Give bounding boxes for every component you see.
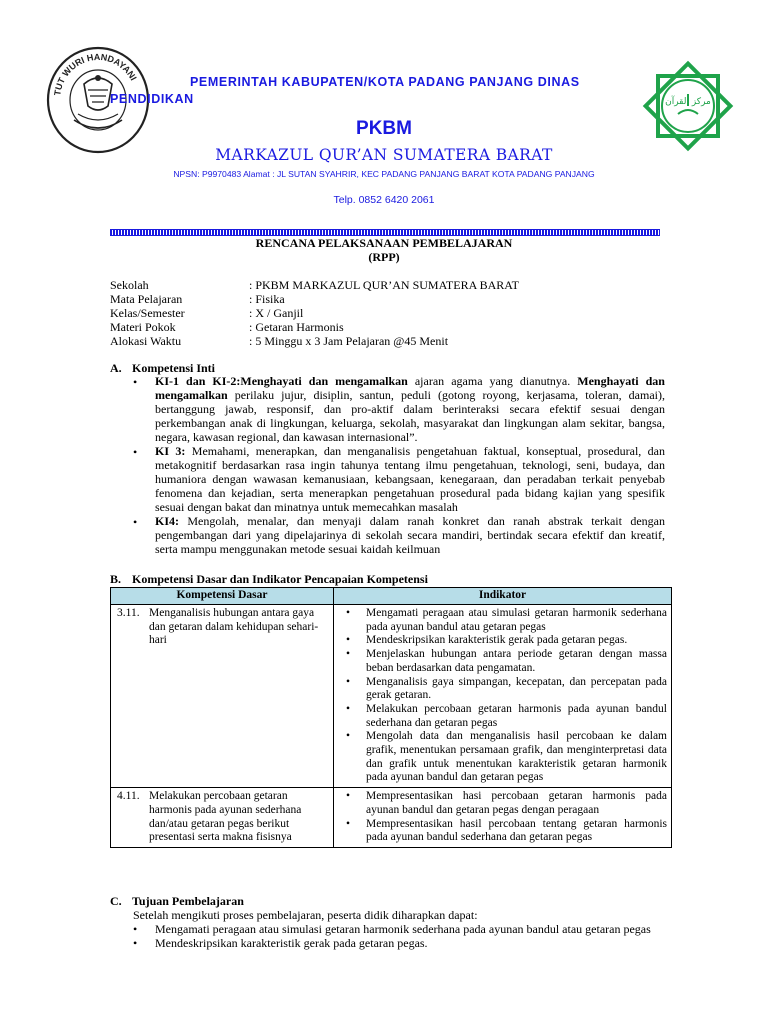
bullet-icon: • bbox=[133, 515, 138, 529]
bullet-icon: • bbox=[133, 936, 138, 950]
table-row bbox=[111, 788, 672, 848]
kd-number: 3.11. bbox=[117, 607, 140, 619]
indicator-cell bbox=[334, 788, 672, 848]
table-header-row bbox=[111, 588, 672, 605]
indicator-cell bbox=[334, 605, 672, 788]
section-c-heading bbox=[110, 894, 244, 909]
address-line: NPSN: P9970483 Alamat : JL SUTAN SYAHRIR, KEC PADANG PANJANG BARAT KOTA PADANG PANJANG bbox=[173, 169, 595, 179]
phone-line: Telp. 0852 6420 2061 bbox=[333, 194, 435, 206]
section-title: Kompetensi Inti bbox=[132, 361, 216, 375]
column-header-indicator: Indikator bbox=[334, 588, 672, 605]
objective-item: Mendeskripsikan karakteristik gerak pada getaran pegas. bbox=[155, 936, 428, 950]
ki-label: KI 3: bbox=[155, 444, 186, 458]
institution-name: MARKAZUL QUR’AN SUMATERA BARAT bbox=[215, 146, 553, 164]
objectives-intro: Setelah mengikuti proses pembelajaran, peserta didik diharapkan dapat: bbox=[133, 908, 478, 922]
indicator-item: • Mempresentasikan hasil percobaan tentang getaran harmonis pada ayunan bandul sederhana dan getaran pegas bbox=[340, 818, 667, 845]
ki-label: KI-1 dan KI-2:Menghayati dan mengamalkan bbox=[155, 374, 408, 388]
section-b-heading bbox=[110, 572, 428, 587]
bullet-icon: • bbox=[133, 445, 138, 459]
ki-text: Memahami, menerapkan, dan menganalisis pengetahuan faktual, konseptual, prosedural, dan metakognitif berdasarkan rasa ingin tahunya tentang ilmu pengetahuan, teknologi, seni, budaya, dan humaniora dengan wawasan kemanusiaan, kebangsaan, kenegaraan, dan peradaban terkait penyebab fenomena dan kejadian, serta menerapkan pengetahuan prosedural pada bidang kajian yang spesifik sesuai dengan bakat dan minatnya untuk memecahkan masalah bbox=[155, 444, 666, 514]
identity-label: Materi Pokok bbox=[110, 320, 176, 334]
indicator-item: • Melakukan percobaan getaran harmonis pada ayunan bandul sederhana dan getaran pegas bbox=[340, 703, 667, 730]
column-header-kd: Kompetensi Dasar bbox=[111, 588, 334, 605]
identity-value: : PKBM MARKAZUL QUR’AN SUMATERA BARAT bbox=[249, 278, 519, 292]
pkbm-title: PKBM bbox=[356, 118, 412, 139]
identity-value: : Getaran Harmonis bbox=[249, 320, 344, 334]
indicator-item: • Menganalisis gaya simpangan, kecepatan, dan percepatan pada gerak getaran. bbox=[340, 676, 667, 703]
ki-label: KI4: bbox=[155, 514, 179, 528]
document-title: RENCANA PELAKSANAAN PEMBELAJARAN bbox=[255, 236, 513, 250]
identity-label: Sekolah bbox=[110, 278, 149, 292]
document-subtitle: (RPP) bbox=[368, 250, 400, 264]
kd-cell bbox=[111, 788, 334, 848]
bullet-icon: • bbox=[133, 922, 138, 936]
identity-value: : 5 Minggu x 3 Jam Pelajaran @45 Menit bbox=[249, 334, 449, 348]
section-title: Tujuan Pembelajaran bbox=[132, 894, 244, 908]
identity-label: Mata Pelajaran bbox=[110, 292, 183, 306]
government-header: PEMERINTAH KABUPATEN/KOTA PADANG PANJANG DINAS PENDIDIKAN bbox=[110, 75, 580, 106]
logo-arabic-text: مركز القرآن bbox=[665, 97, 711, 107]
letterhead-divider bbox=[110, 229, 660, 236]
section-letter: A. bbox=[110, 361, 122, 375]
section-title: Kompetensi Dasar dan Indikator Pencapaian Kompetensi bbox=[132, 572, 428, 586]
identity-label: Alokasi Waktu bbox=[110, 334, 182, 348]
ki-text: ajaran agama yang dianutnya. bbox=[407, 374, 578, 388]
table-row bbox=[111, 605, 672, 788]
kd-text: Menganalisis hubungan antara gaya dan getaran dalam kehidupan sehari-hari bbox=[149, 607, 319, 647]
kd-number: 4.11. bbox=[117, 790, 140, 803]
section-letter: C. bbox=[110, 894, 122, 908]
identity-label: Kelas/Semester bbox=[110, 306, 185, 320]
identity-value: : X / Ganjil bbox=[249, 306, 304, 320]
kd-text: Melakukan percobaan getaran harmonis pada ayunan sederhana dan/atau getaran pegas berikut presentasi serta makna fisisnya bbox=[149, 790, 302, 844]
indicator-item: • Menjelaskan hubungan antara periode getaran dengan massa beban berdasarkan data pengamatan. bbox=[340, 648, 667, 675]
indicator-item: • Mempresentasikan hasi percobaan getaran harmonis pada ayunan bandul dan getaran pegas dengan peragaan bbox=[340, 790, 667, 817]
indicator-item: • Mengolah data dan menganalisis hasil percobaan ke dalam grafik, menentukan persamaan grafik, dan menginterpretasi data dan grafik untuk menentukan karakteristik getaran harmonik pada ayunan bandul dan getaran pegas bbox=[340, 730, 667, 785]
bullet-icon: • bbox=[133, 375, 138, 389]
ki-text: perilaku jujur, disiplin, santun, peduli (gotong royong, kerjasama, toleran, damai), bertanggung jawab, responsif, dan pro-aktif dalam berinteraksi secara efektif sesuai dengan perkembangan anak di lingkungan, keluarga, sekolah, masyarakat dan lingkungan alam sekitar, bangsa, negara, kawasan regional, dan kawasan internasional”. bbox=[155, 387, 665, 444]
objective-item: Mengamati peragaan atau simulasi getaran harmonik sederhana pada ayunan bandul atau getaran pegas bbox=[155, 922, 651, 936]
ki-emphasis: Menghayati dan mengamalkan bbox=[155, 374, 665, 402]
indicator-item: • Mengamati peragaan atau simulasi getaran harmonik sederhana pada ayunan bandul atau getaran pegas bbox=[340, 607, 667, 634]
ki-3-paragraph bbox=[155, 445, 665, 515]
ki-4-paragraph bbox=[155, 515, 665, 557]
section-letter: B. bbox=[110, 572, 122, 586]
kd-cell bbox=[111, 605, 334, 788]
logo-arc-text: TUT WURI HANDAYANI bbox=[52, 51, 139, 97]
identity-value: : Fisika bbox=[249, 292, 285, 306]
competency-table bbox=[110, 587, 672, 848]
ki-text: Mengolah, menalar, dan menyaji dalam ranah konkret dan ranah abstrak terkait dengan pengembangan dari yang dipelajarinya di sekolah secara mandiri, bertindak secara efektif dan kreatif, serta mampu menggunakan metode sesuai kaidah keilmuan bbox=[155, 514, 665, 556]
indicator-item: • Mendeskripsikan karakteristik gerak pada getaran pegas. bbox=[340, 634, 667, 648]
ki-1-2-paragraph bbox=[155, 375, 665, 445]
